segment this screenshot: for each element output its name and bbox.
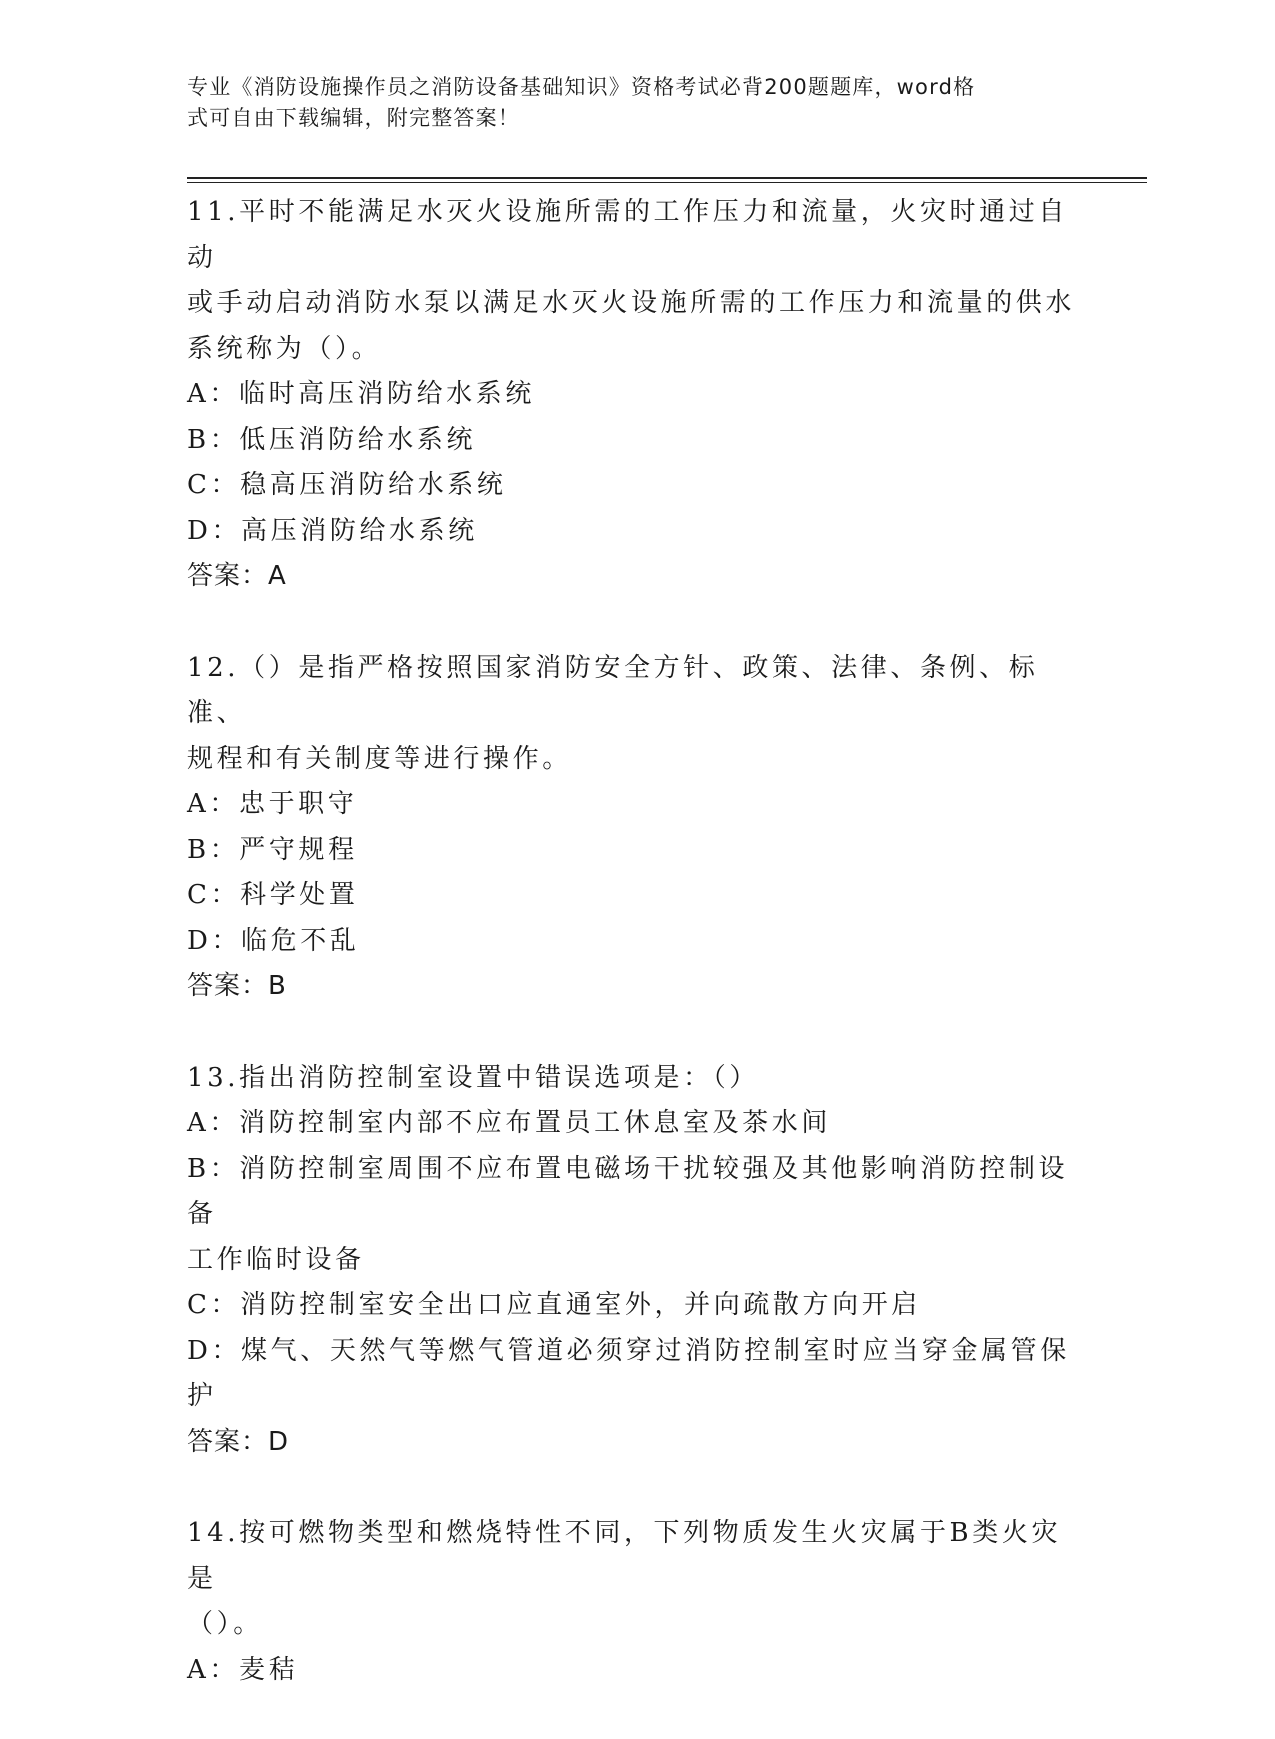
option-d: D：高压消防给水系统 bbox=[187, 515, 478, 546]
header-line-1: 专业《消防设施操作员之消防设备基础知识》资格考试必背200题题库，word格 bbox=[187, 75, 976, 99]
option-a: A：忠于职守 bbox=[187, 789, 358, 819]
question-stem-line: 系统称为（）。 bbox=[187, 333, 382, 364]
option-c: C：消防控制室安全出口应直通室外，并向疏散方向开启 bbox=[187, 1290, 921, 1320]
question-stem-line: 11.平时不能满足水灭火设施所需的工作压力和流量，火灾时通过自动 bbox=[187, 197, 1068, 273]
question-stem-line: 或手动启动消防水泵以满足水灭火设施所需的工作压力和流量的供水 bbox=[187, 288, 1076, 318]
question-12 bbox=[187, 646, 1087, 1010]
option-d: D：临危不乱 bbox=[187, 925, 360, 956]
header-line-2: 式可自由下载编辑，附完整答案！ bbox=[187, 106, 520, 130]
option-d: D：煤气、天然气等燃气管道必须穿过消防控制室时应当穿金属管保护 bbox=[187, 1335, 1070, 1411]
question-11 bbox=[187, 190, 1087, 600]
answer-label: 答案：B bbox=[187, 971, 287, 1001]
option-b: B：消防控制室周围不应布置电磁场干扰较强及其他影响消防控制设备 bbox=[187, 1153, 1069, 1229]
document-header bbox=[187, 72, 1067, 134]
option-b-continued: 工作临时设备 bbox=[187, 1244, 365, 1275]
header-divider-thick bbox=[187, 177, 1147, 179]
option-a: A：麦秸 bbox=[187, 1654, 299, 1685]
answer-label: 答案：D bbox=[187, 1426, 290, 1457]
option-b: B：严守规程 bbox=[187, 834, 358, 865]
question-stem-line: 13.指出消防控制室设置中错误选项是：（） bbox=[187, 1062, 759, 1093]
question-14 bbox=[187, 1511, 1087, 1693]
question-stem-line: 规程和有关制度等进行操作。 bbox=[187, 743, 572, 774]
answer-label: 答案：A bbox=[187, 561, 287, 591]
option-a: A：临时高压消防给水系统 bbox=[187, 379, 535, 409]
question-13 bbox=[187, 1056, 1087, 1466]
question-stem-line: （）。 bbox=[187, 1609, 263, 1639]
question-list bbox=[187, 190, 1087, 1739]
option-b: B：低压消防给水系统 bbox=[187, 424, 477, 455]
option-c: C：科学处置 bbox=[187, 880, 359, 910]
option-a: A：消防控制室内部不应布置员工休息室及茶水间 bbox=[187, 1108, 831, 1138]
question-stem-line: 14.按可燃物类型和燃烧特性不同，下列物质发生火灾属于B类火灾是 bbox=[187, 1518, 1062, 1594]
option-c: C：稳高压消防给水系统 bbox=[187, 470, 507, 500]
question-stem-line: 12.（）是指严格按照国家消防安全方针、政策、法律、条例、标准、 bbox=[187, 652, 1039, 728]
header-divider-thin bbox=[187, 182, 1147, 183]
